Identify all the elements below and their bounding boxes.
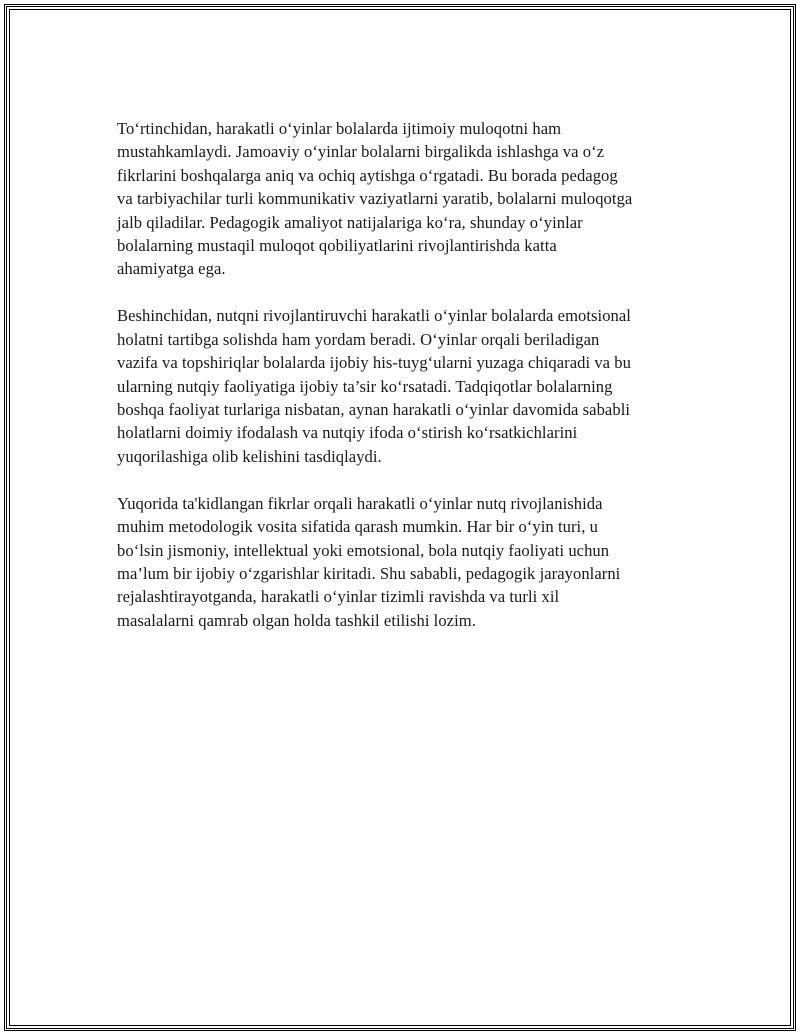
paragraph-fourthly: To‘rtinchidan, harakatli o‘yinlar bolalarda ijtimoiy muloqotni ham mustahkamlaydi. Jamoaviy o‘yinlar bolalarni birgalikda ishlashga va o‘z fikrlarini boshqalarga aniq va ochiq aytishga o‘rgatadi. Bu borada pedagog va tarbiyachilar turli kommunikativ vaziyatlarni yaratib, bolalarni muloqotga jalb qiladilar. Pedagogik amaliyot natijalariga ko‘ra, shunday o‘yinlar bolalarning mustaqil muloqot qobiliyatlarini rivojlantirishda katta ahamiyatga ega. [117, 119, 633, 279]
document-body [117, 117, 662, 656]
paragraph-fifthly: Beshinchidan, nutqni rivojlantiruvchi harakatli o‘yinlar bolalarda emotsional holatni tartibga solishda ham yordam beradi. O‘yinlar orqali beriladigan vazifa va topshiriqlar bolalarda ijobiy his-tuyg‘ularni yuzaga chiqaradi va bu ularning nutqiy faoliyatiga ijobiy ta’sir ko‘rsatadi. Tadqiqotlar bolalarning boshqa faoliyat turlariga nisbatan, aynan harakatli o‘yinlar davomida sababli holatlarni doimiy ifodalash va nutqiy ifoda o‘stirish ko‘rsatkichlarini yuqorilashiga olib kelishini tasdiqlaydi. [117, 306, 631, 466]
paragraph-conclusion: Yuqorida ta'kidlangan fikrlar orqali harakatli o‘yinlar nutq rivojlanishida muhim metodologik vosita sifatida qarash mumkin. Har bir o‘yin turi, u bo‘lsin jismoniy, intellektual yoki emotsional, bola nutqiy faoliyati uchun ma’lum bir ijobiy o‘zgarishlar kiritadi. Shu sababli, pedagogik jarayonlarni rejalashtirayotganda, harakatli o‘yinlar tizimli ravishda va turli xil masalalarni qamrab olgan holda tashkil etilishi lozim. [117, 493, 621, 630]
